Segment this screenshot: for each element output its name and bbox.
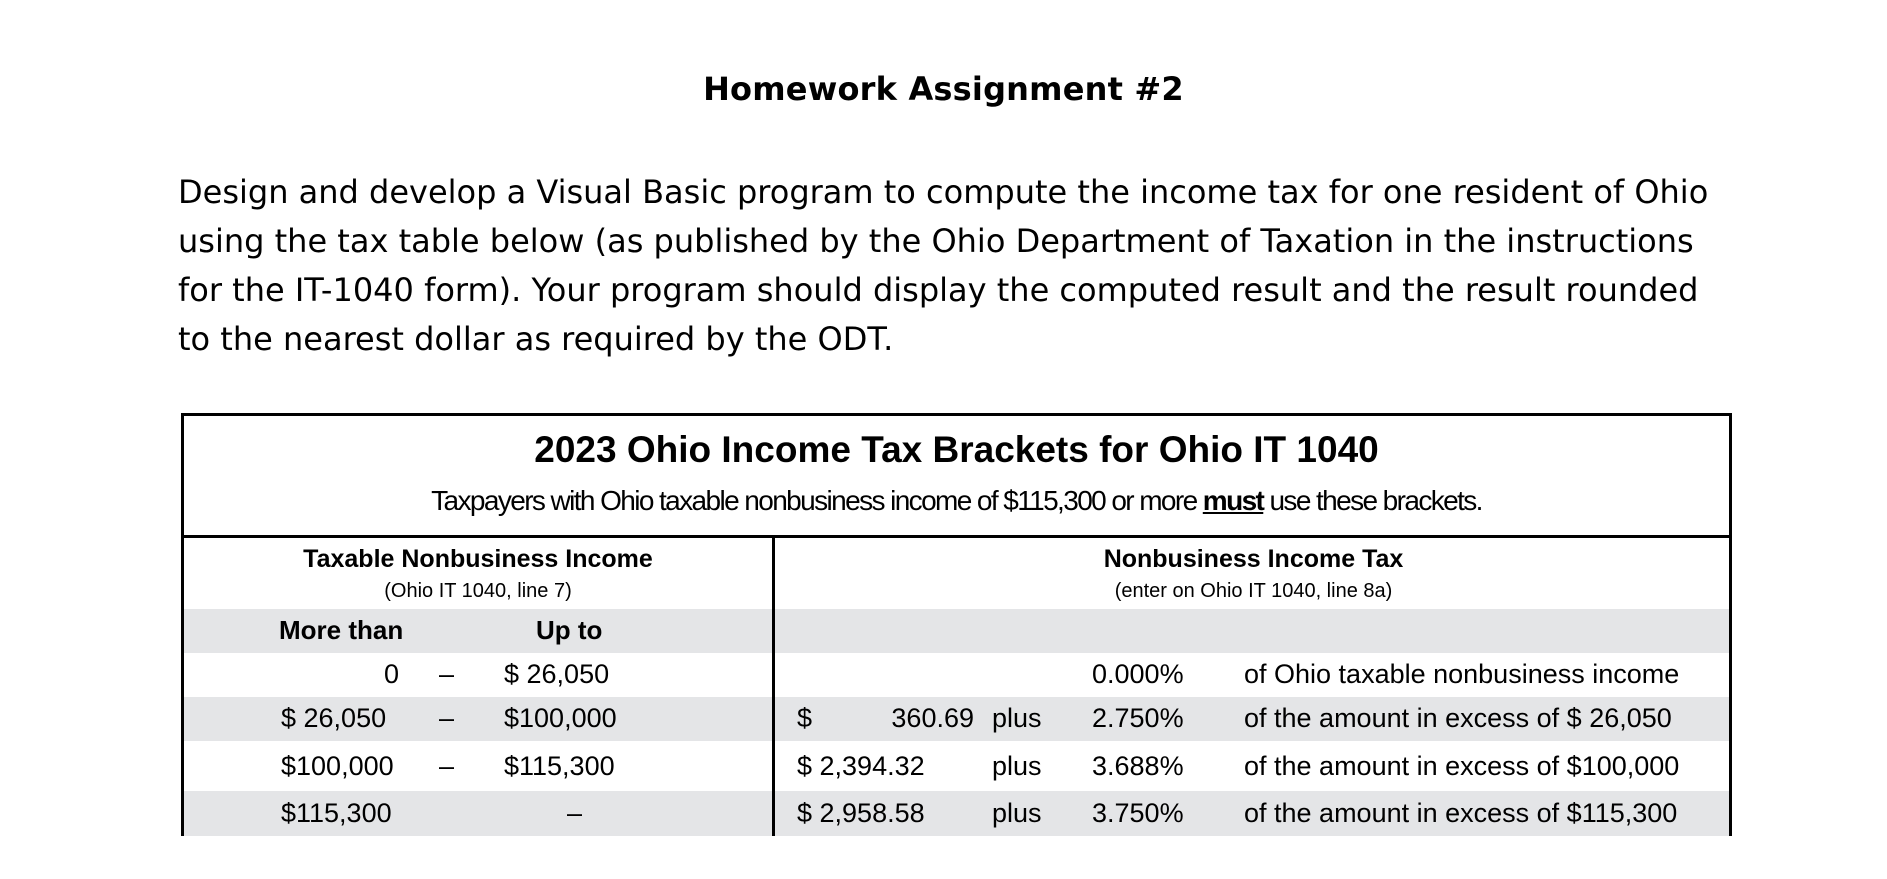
- table-row: [184, 741, 1729, 791]
- column-header-row: [184, 535, 1729, 612]
- tax-header-label: Nonbusiness Income Tax: [1103, 545, 1404, 573]
- income-header-label: Taxable Nonbusiness Income: [303, 545, 653, 573]
- table-row: [184, 653, 1729, 697]
- subtitle-text-end: use these brackets.: [1263, 485, 1482, 516]
- table-subtitle: [184, 485, 1729, 517]
- plus-label: plus: [992, 751, 1042, 781]
- tax-column-header: [775, 545, 1732, 603]
- table-row: [184, 697, 1729, 741]
- more-than-cell: $100,000: [281, 751, 394, 781]
- dollar-sign: $: [797, 703, 813, 733]
- base-tax-cell: $ 2,958.58: [797, 798, 925, 828]
- up-to-cell: $ 26,050: [504, 659, 610, 689]
- subtitle-text: Taxpayers with Ohio taxable nonbusiness income of $115,300 or more: [431, 485, 1203, 516]
- range-dash: –: [439, 659, 455, 689]
- table-title: 2023 Ohio Income Tax Brackets for Ohio IT 1040: [534, 429, 1379, 470]
- up-to-cell: $115,300: [504, 751, 615, 781]
- description-line: Design and develop a Visual Basic program to compute the income tax for one resident of Ohio: [178, 173, 1709, 211]
- rate-cell: 3.688%: [1092, 751, 1184, 781]
- table-row: [184, 791, 1729, 836]
- range-dash: –: [567, 798, 583, 828]
- more-than-cell: $115,300: [281, 798, 392, 828]
- income-column-header: [184, 545, 772, 603]
- description-cell: of the amount in excess of $ 26,050: [1244, 703, 1672, 733]
- up-to-cell: $100,000: [504, 703, 617, 733]
- description-cell: of Ohio taxable nonbusiness income: [1244, 659, 1680, 689]
- up-to-header: Up to: [536, 615, 603, 645]
- rate-cell: 2.750%: [1092, 703, 1184, 733]
- page-title: Homework Assignment #2: [703, 70, 1184, 108]
- rate-cell: 3.750%: [1092, 798, 1184, 828]
- subheader-row: [184, 609, 1729, 653]
- description-line: using the tax table below (as published by the Ohio Department of Taxation in the instructions: [178, 222, 1694, 260]
- assignment-description: [178, 168, 1748, 364]
- tax-header-note: (enter on Ohio IT 1040, line 8a): [1114, 580, 1393, 602]
- table-header: [184, 416, 1729, 538]
- subtitle-emphasis: must: [1202, 485, 1264, 516]
- description-cell: of the amount in excess of $115,300: [1244, 798, 1678, 828]
- tax-brackets-table: [181, 413, 1732, 836]
- description-line: for the IT-1040 form). Your program should display the computed result and the result rounded: [178, 271, 1699, 309]
- plus-label: plus: [992, 798, 1042, 828]
- base-tax-cell: 360.69: [891, 703, 974, 733]
- range-dash: –: [439, 751, 455, 781]
- more-than-header: More than: [279, 615, 404, 645]
- income-header-note: (Ohio IT 1040, line 7): [384, 580, 572, 602]
- plus-label: plus: [992, 703, 1042, 733]
- description-cell: of the amount in excess of $100,000: [1244, 751, 1680, 781]
- more-than-cell: 0: [384, 659, 400, 689]
- rate-cell: 0.000%: [1092, 659, 1184, 689]
- column-divider: [772, 535, 775, 836]
- more-than-cell: $ 26,050: [281, 703, 387, 733]
- range-dash: –: [439, 703, 455, 733]
- base-tax-cell: $ 2,394.32: [797, 751, 925, 781]
- description-line: to the nearest dollar as required by the ODT.: [178, 320, 894, 358]
